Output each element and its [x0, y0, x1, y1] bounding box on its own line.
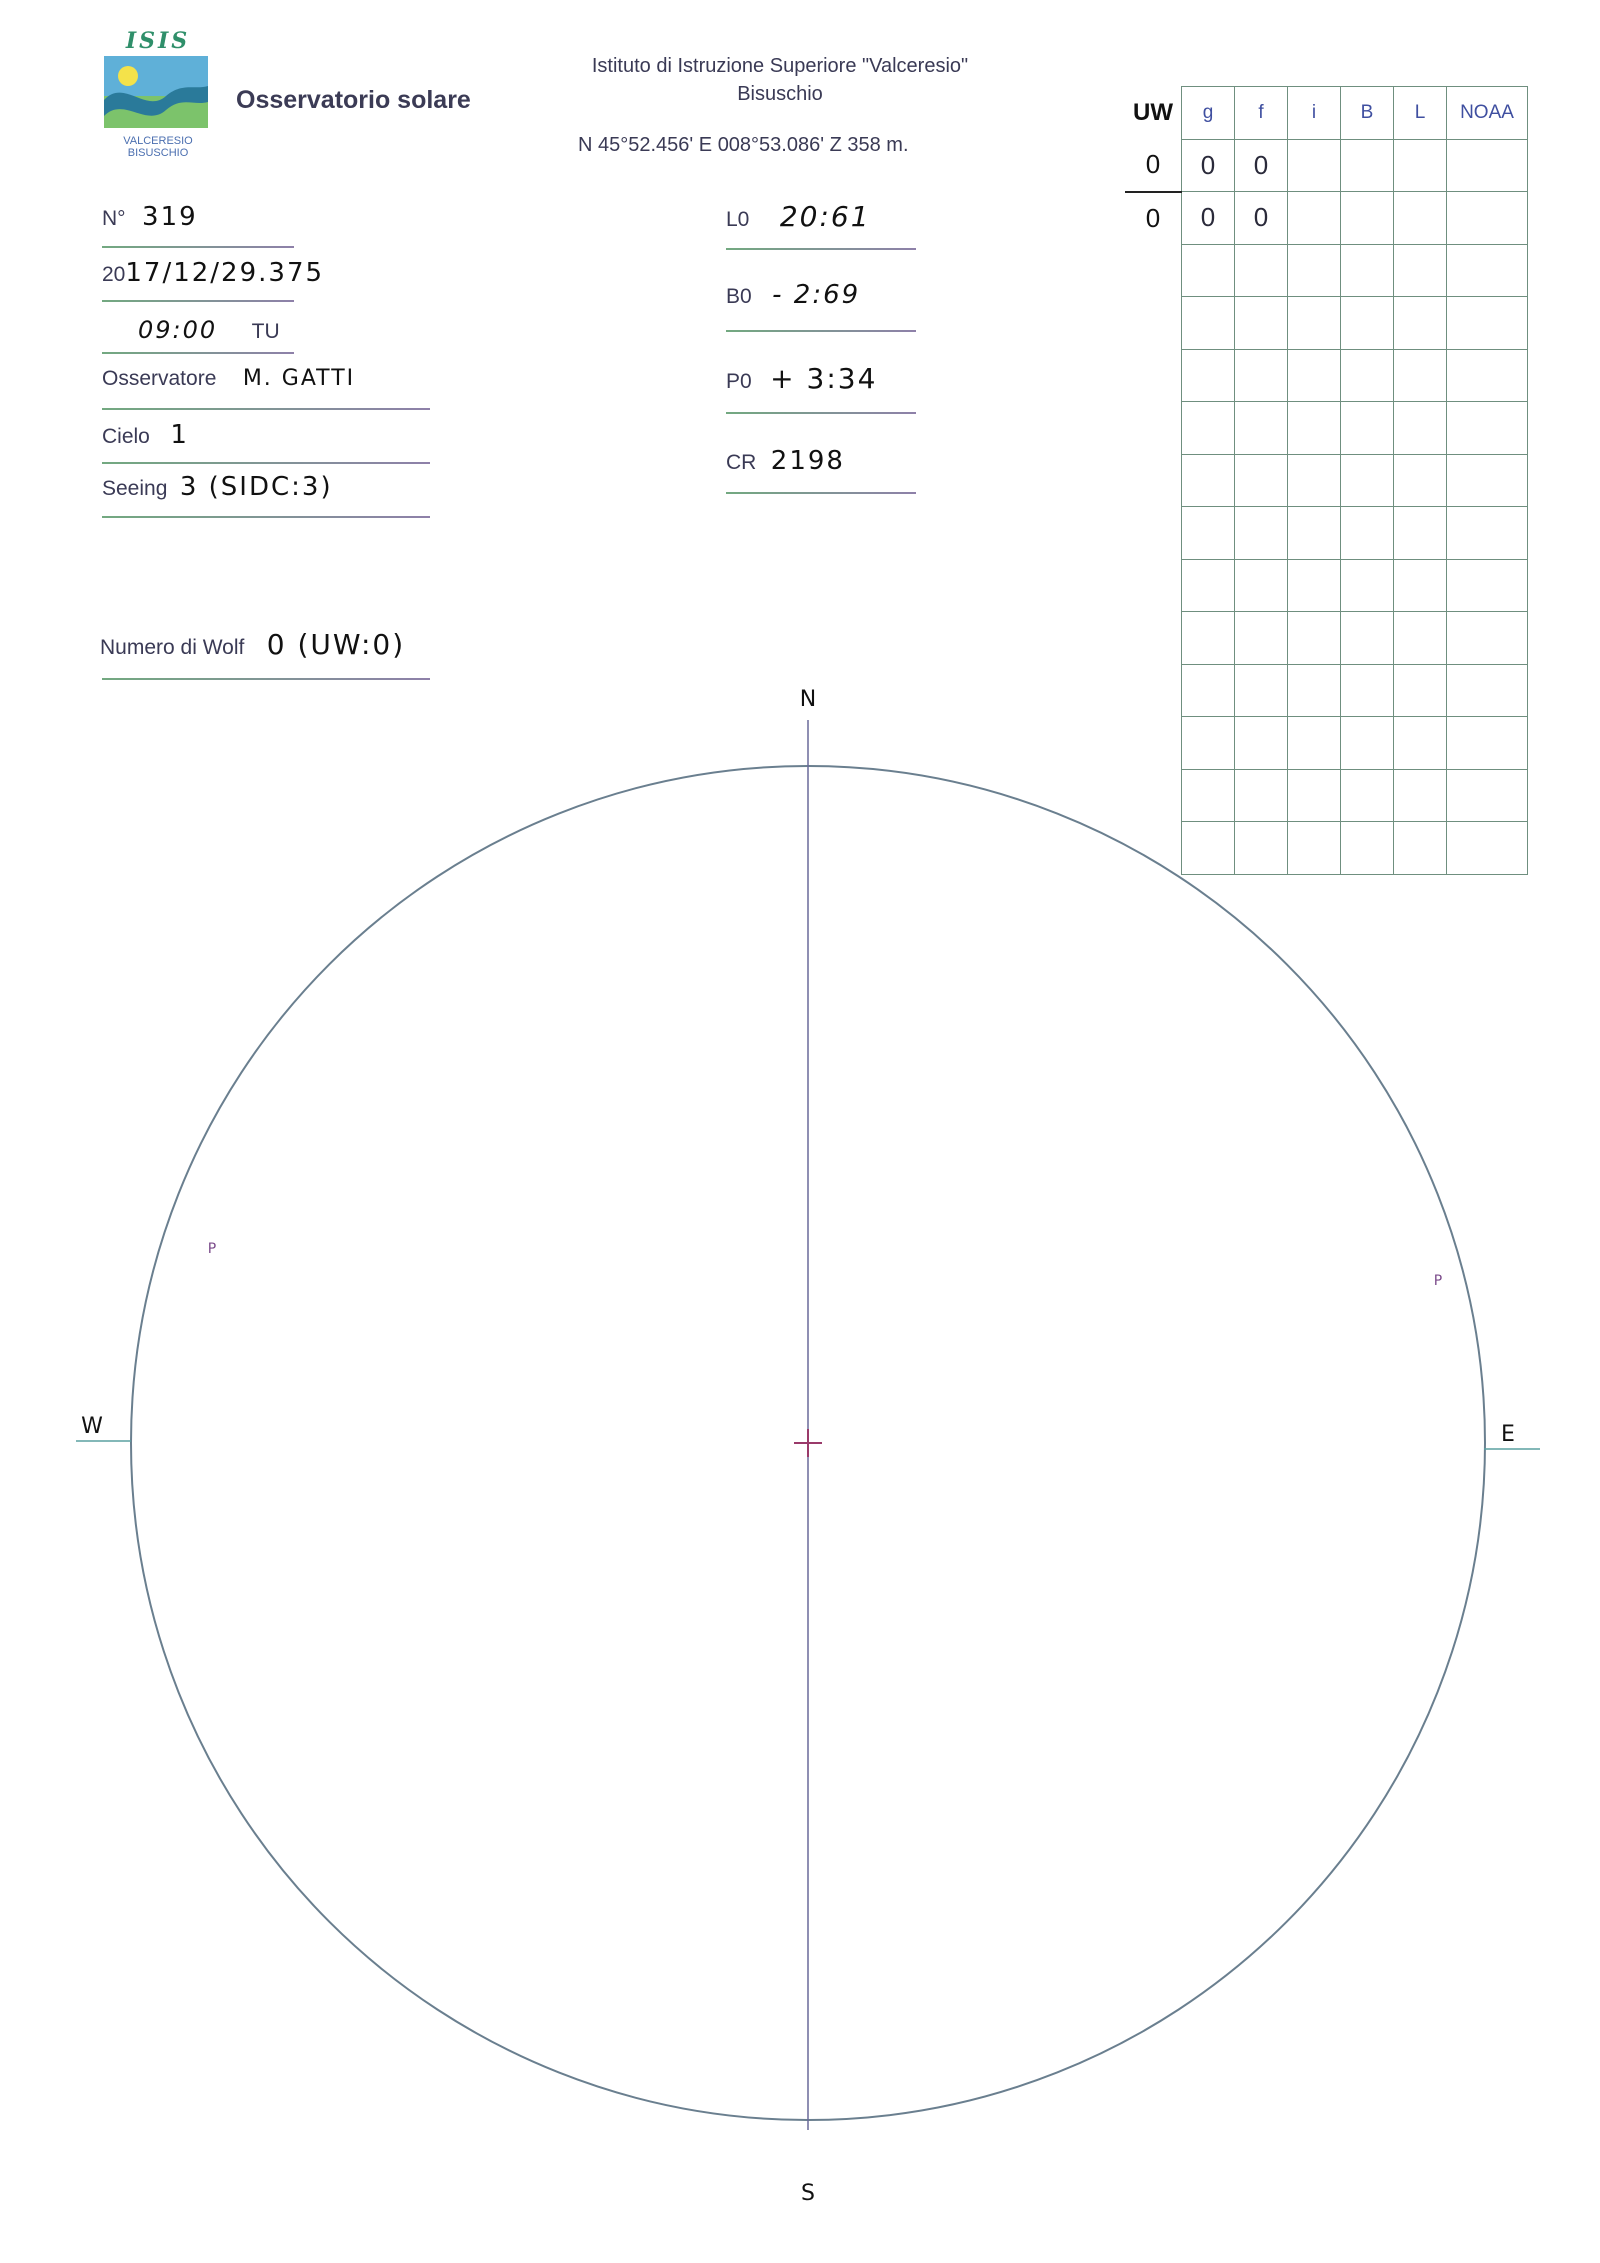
table-cell: 0 [1125, 139, 1182, 192]
cr-value: 2198 [770, 446, 845, 476]
table-cell: 0 [1182, 192, 1235, 245]
seeing-label: Seeing [102, 477, 168, 500]
east-label: E [1501, 1422, 1515, 1447]
institute-line2: Bisuschio [737, 83, 823, 105]
north-label: N [799, 687, 817, 712]
observer-label: Osservatore [102, 367, 217, 390]
sky-value: 1 [170, 420, 189, 450]
time-suffix: TU [251, 320, 280, 343]
logo-text-bottom: VALCERESIO BISUSCHIO [123, 135, 193, 159]
b0-label: B0 [726, 285, 752, 308]
institute-line1: Istituto di Istruzione Superiore "Valceresio" [591, 55, 969, 77]
table-cell: 0 [1235, 139, 1288, 192]
l0-label: L0 [726, 208, 750, 231]
table-cell: 0 [1125, 192, 1182, 245]
pole-marker-west: P [207, 1241, 217, 1257]
column-header-i: i [1288, 87, 1341, 140]
column-header-l: L [1394, 87, 1447, 140]
table-cell: 0 [1182, 139, 1235, 192]
wolf-value: 0 (UW:0) [266, 628, 406, 661]
p0-value: + 3:34 [770, 362, 878, 395]
pole-marker-east: P [1433, 1273, 1443, 1289]
column-header-noaa: NOAA [1447, 87, 1528, 140]
l0-value: 20:61 [779, 200, 871, 233]
number-value: 319 [142, 202, 198, 232]
wolf-label: Numero di Wolf [100, 636, 245, 659]
number-label: N° [102, 207, 126, 230]
column-header-b: B [1341, 87, 1394, 140]
observatory-coordinates: N 45°52.456' E 008°53.086' Z 358 m. [578, 134, 909, 156]
column-header-f: f [1235, 87, 1288, 140]
time-value: 09:00 [138, 316, 218, 344]
column-header-g: g [1182, 87, 1235, 140]
seeing-value: 3 (SIDC:3) [179, 472, 333, 502]
cr-label: CR [726, 451, 757, 474]
column-header-uw: UW [1125, 87, 1182, 140]
table-cell: 0 [1235, 192, 1288, 245]
observer-value: M. GATTI [242, 366, 356, 391]
p0-label: P0 [726, 370, 752, 393]
b0-value: - 2:69 [772, 280, 861, 310]
west-label: W [81, 1414, 103, 1439]
logo-text-top: ISIS [125, 28, 191, 54]
sky-label: Cielo [102, 425, 150, 448]
date-prefix: 20 [102, 263, 126, 286]
date-value: 17/12/29.375 [125, 258, 325, 288]
page-title: Osservatorio solare [236, 86, 471, 114]
south-label: S [801, 2181, 815, 2206]
